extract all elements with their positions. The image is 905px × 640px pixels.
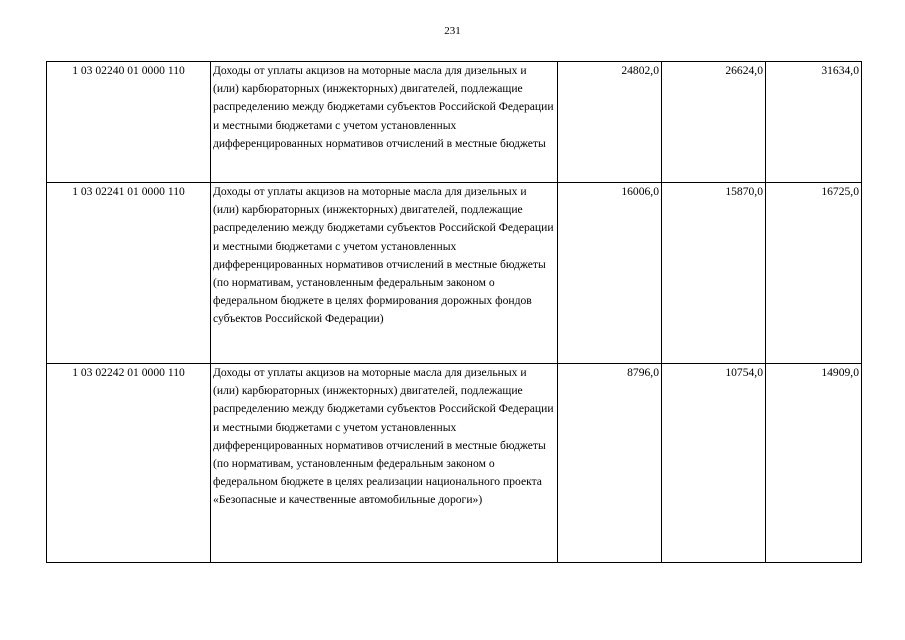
table-row <box>47 62 862 183</box>
budget-code-cell: 1 03 02242 01 0000 110 <box>47 364 211 563</box>
value-cell-year-1: 16006,0 <box>558 183 662 364</box>
description-cell: Доходы от уплаты акцизов на моторные масла для дизельных и (или) карбюраторных (инжекторных) двигателей, подлежащие распределению между бюджетами субъектов Российской Федерации и местными бюджетами с учетом установленных дифференцированных нормативов отчислений в местные бюджеты (по нормативам, установленным федеральным законом о федеральном бюджете в целях реализации национального проекта «Безопасные и качественные автомобильные дороги») <box>211 364 558 563</box>
budget-code-cell: 1 03 02241 01 0000 110 <box>47 183 211 364</box>
value-cell-year-1: 24802,0 <box>558 62 662 183</box>
page-number: 231 <box>444 25 461 37</box>
value-cell-year-3: 16725,0 <box>766 183 862 364</box>
description-cell: Доходы от уплаты акцизов на моторные масла для дизельных и (или) карбюраторных (инжекторных) двигателей, подлежащие распределению между бюджетами субъектов Российской Федерации и местными бюджетами с учетом установленных дифференцированных нормативов отчислений в местные бюджеты (по нормативам, установленным федеральным законом о федеральном бюджете в целях формирования дорожных фондов субъектов Российской Федерации) <box>211 183 558 364</box>
budget-code-cell: 1 03 02240 01 0000 110 <box>47 62 211 183</box>
description-cell: Доходы от уплаты акцизов на моторные масла для дизельных и (или) карбюраторных (инжекторных) двигателей, подлежащие распределению между бюджетами субъектов Российской Федерации и местными бюджетами с учетом установленных дифференцированных нормативов отчислений в местные бюджеты <box>211 62 558 183</box>
value-cell-year-2: 10754,0 <box>662 364 766 563</box>
value-cell-year-3: 14909,0 <box>766 364 862 563</box>
value-cell-year-2: 15870,0 <box>662 183 766 364</box>
value-cell-year-2: 26624,0 <box>662 62 766 183</box>
value-cell-year-1: 8796,0 <box>558 364 662 563</box>
value-cell-year-3: 31634,0 <box>766 62 862 183</box>
table-row <box>47 183 862 364</box>
budget-revenue-table <box>46 61 862 563</box>
table-row <box>47 364 862 563</box>
